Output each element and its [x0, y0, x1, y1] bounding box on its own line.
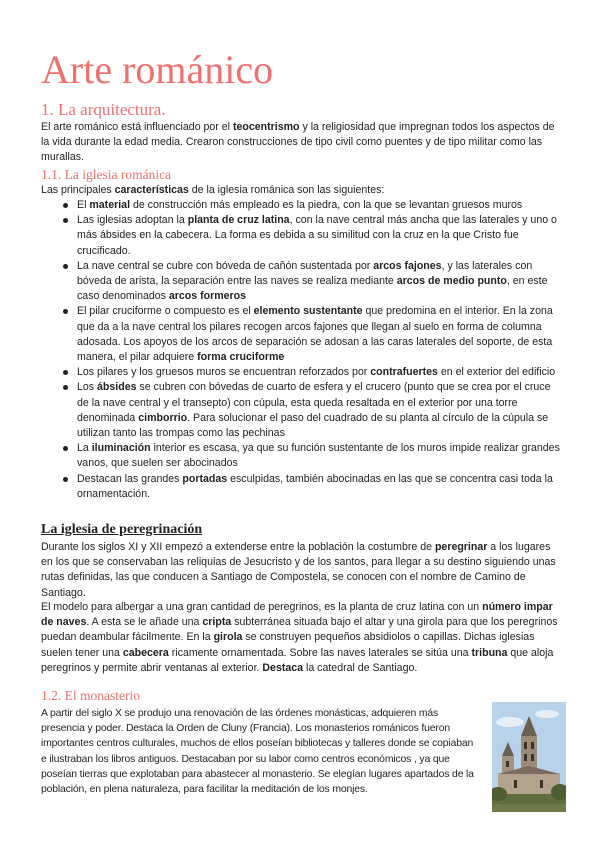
text-run: y la religiosidad que impregnan todos los aspectos de la vida durante la edad media. Crearon construcciones de tipo civil como puentes y de tipo militar como las murallas.	[41, 121, 555, 164]
monastery-illustration	[492, 702, 566, 812]
text-run: El arte románico está influenciado por el	[41, 121, 233, 133]
bold-term: portadas	[182, 472, 228, 485]
bold-term: arcos formeros	[168, 290, 247, 303]
peregrinacion-paragraph-1	[41, 540, 561, 601]
text-run: , en este caso denominados	[77, 275, 548, 303]
bold-term: características	[114, 184, 189, 196]
text-run: , con la nave central más ancha que las laterales y uno o más ábsides en la cabecera. La forma es debida a su similitud con la cruz en la que Cristo fue crucificado.	[77, 214, 557, 257]
page-title: Arte románico	[41, 47, 274, 92]
bold-term: girola	[213, 631, 243, 644]
bold-term: contrafuertes	[370, 366, 438, 379]
monastery-photo	[492, 702, 566, 812]
text-run: Las principales	[41, 184, 115, 196]
text-run: que aloja peregrinos y permite abrir ventanas al exterior.	[41, 646, 554, 674]
section-heading-arquitectura: 1. La arquitectura.	[41, 100, 166, 119]
list-item	[41, 441, 561, 471]
list-item	[41, 304, 561, 365]
section-heading-iglesia-romanica: 1.1. La iglesia románica	[41, 167, 172, 182]
text-run: . A esta se le añade una	[86, 616, 203, 629]
monasterio-paragraph: A partir del siglo X se produjo una renovación de las órdenes monásticas, adquieren más presencia y poder. Destaca la Orden de Cluny (Francia). Los monasterios románicos fueron importantes centros culturales, muchos de ellos poseían bibliotecas y talleres donde se copiaban e ilustraban los libros antiguos. Destacaban por su labor como centros económicos , ya que poseían tierras que explotaban para abastecer al monasterio. Se elegían lugares apartados de la población, en plena naturaleza, para facilitar la meditación de los monjes.	[41, 708, 474, 796]
bold-term: elemento sustentante	[253, 305, 363, 318]
arquitectura-intro	[41, 120, 561, 166]
text-run: en el exterior del edificio	[437, 366, 556, 379]
text-run: de la iglesia románica son las siguientes:	[188, 184, 385, 196]
bullet-icon	[63, 370, 68, 375]
text-run: que predomina en el interior. En la zona que da a la nave central los pilares recogen arcos fajones que llegan al suelo en forma de columna adosada. Los apoyos de los arcos de separación se adosan a las caras laterales del soporte, de esta manera, el pilar adquiere	[77, 305, 553, 364]
bold-term: peregrinar	[434, 541, 488, 553]
iglesia-intro	[41, 183, 561, 198]
bold-term: planta de cruz latina	[187, 214, 290, 227]
bold-term: iluminación	[91, 442, 151, 455]
list-item	[41, 380, 561, 441]
text-run: se cubren con bóvedas de cuarto de esfera y el crucero (punto que se crea por el cruce de la nave central y el transepto) con cúpula, esta queda resaltada en el exterior por una torre denominada	[77, 381, 551, 424]
bullet-icon	[63, 385, 68, 390]
text-run: El pilar cruciforme o compuesto es el	[77, 305, 254, 318]
bullet-icon	[63, 477, 68, 482]
text-run: El modelo para albergar a una gran cantidad de peregrinos, es la planta de cruz latina con un	[41, 601, 483, 613]
peregrinacion-paragraph-2	[41, 600, 561, 676]
list-item	[41, 213, 561, 259]
text-run: esculpidas, también abocinadas en las que se concentra casi toda la ornamentación.	[77, 472, 553, 500]
text-run: subterránea situada bajo el altar y una girola para que los peregrinos puedan deambular fácilmente. En la	[41, 616, 558, 644]
text-run: Los	[77, 381, 98, 394]
text-run: ricamente ornamentada. Sobre las naves laterales se sitúa una	[168, 646, 472, 659]
bold-term: cimborrio	[138, 411, 188, 424]
text-run: La nave central se cubre con bóveda de cañón sustentada por	[77, 259, 374, 272]
text-run: interior es escasa, ya que su función sustentante de los muros impide realizar grandes vanos, que suelen ser abocinados	[77, 442, 560, 470]
bold-term: forma cruciforme	[197, 351, 285, 364]
text-run: la catedral de Santiago.	[303, 661, 418, 674]
text-run: se construyen pequeños absidiolos o capillas. Dichas iglesias suelen tener una	[41, 631, 535, 659]
section-heading-monasterio: 1.2. El monasterio	[41, 688, 140, 703]
bold-term: cabecera	[122, 646, 169, 659]
text-run: , y las laterales con bóveda de arista, la separación entre las naves se realiza mediante	[77, 259, 533, 288]
bullet-icon	[63, 309, 68, 314]
text-run: a los lugares en los que se conservaban las reliquias de Jesucristo y de los santos, para llegar a su destino siguiendo unas rutas definidas, las que conducen a Santiago de Compostela, se conocen con el nombre de Camino de Santiago.	[41, 541, 556, 599]
list-item	[41, 259, 561, 305]
bold-term: cripta	[202, 616, 232, 629]
bold-term: teocentrismo	[232, 121, 300, 133]
bold-term: ábsides	[97, 381, 137, 394]
bullet-icon	[63, 264, 68, 269]
bold-term: material	[89, 199, 131, 211]
text-run: La	[77, 442, 92, 455]
bold-term: arcos de medio punto	[396, 275, 507, 288]
bold-term: tribuna	[471, 646, 508, 659]
bullet-icon	[63, 218, 68, 223]
bullet-icon	[63, 203, 68, 208]
list-item	[41, 472, 561, 502]
text-run: Las iglesias adoptan la	[77, 214, 188, 227]
bold-term: Destaca	[262, 661, 304, 674]
bold-term: número impar de naves	[41, 601, 553, 629]
text-run: Los pilares y los gruesos muros se encuentran reforzados por	[77, 366, 371, 379]
text-run: Durante los siglos XI y XII empezó a extenderse entre la población la costumbre de	[41, 541, 435, 553]
text-run: . Para solucionar el paso del cuadrado de su planta al círculo de la cúpula se utilizan tanto las trompas como las pechinas	[77, 411, 549, 440]
list-item	[41, 198, 561, 213]
bullet-icon	[63, 446, 68, 451]
list-item	[41, 365, 561, 380]
bold-term: arcos fajones	[373, 259, 442, 272]
text-run: El	[77, 199, 90, 211]
characteristics-list	[41, 198, 561, 502]
text-run: de construcción más empleado es la piedra, con la que se levantan gruesos muros	[130, 199, 523, 211]
text-run: Destacan las grandes	[77, 472, 183, 485]
section-heading-peregrinacion: La iglesia de peregrinación	[41, 522, 203, 537]
